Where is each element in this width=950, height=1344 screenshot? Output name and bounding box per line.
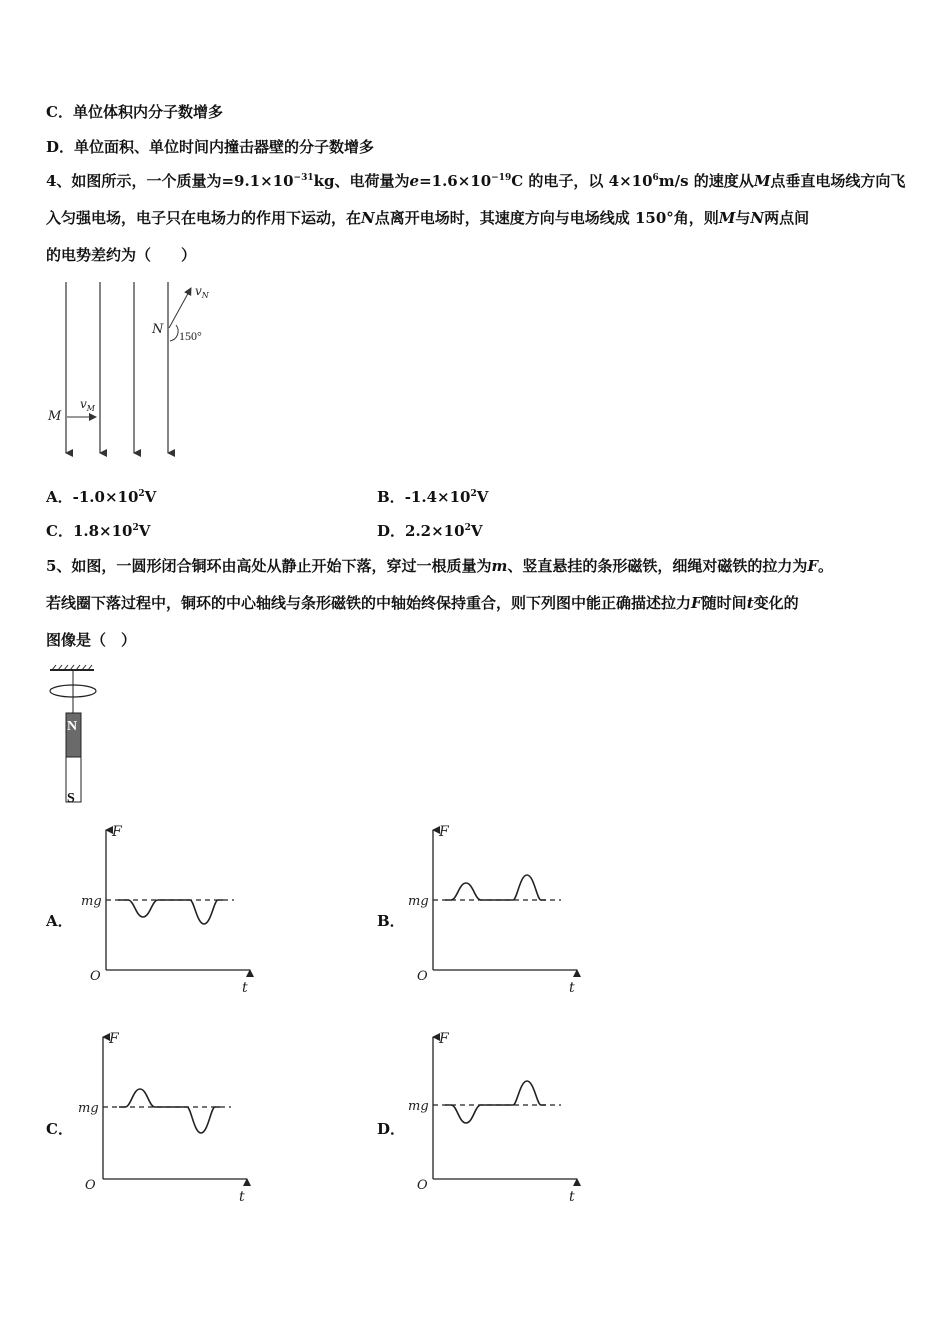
x-label: t (242, 980, 248, 996)
q4-option-d[interactable]: D．$2.2\times 10^2V$ (377, 522, 483, 540)
point-n-label: N (152, 322, 164, 337)
graph-a[interactable] (78, 820, 268, 1000)
graph-d[interactable] (405, 1027, 595, 1207)
q5-option-b-label[interactable]: B． (377, 912, 405, 930)
graph-b[interactable] (405, 820, 595, 1000)
velocity-n-arrow (169, 288, 191, 328)
origin-label: O (417, 1178, 428, 1193)
point-m-label: M (48, 409, 62, 424)
origin-label: O (90, 969, 101, 984)
q5-magnet-figure (46, 664, 106, 804)
q4-stem-line3: 的电势差约为（ ） (46, 246, 197, 264)
q5-option-a-label[interactable]: A． (46, 912, 73, 930)
force-curve (445, 875, 546, 900)
velocity-n-label: $v_N$ (195, 284, 209, 300)
q4-option-b[interactable]: B．$-1.4\times 10^2V$ (377, 488, 489, 506)
q5-stem-line2: 若线圈下落过程中，铜环的中心轴线与条形磁铁的中轴始终保持重合，则下列图中能正确描述拉力F随时间t变化的 (46, 594, 799, 612)
q4-field-figure (40, 278, 230, 463)
mg-label: mg (78, 1101, 99, 1116)
angle-label: 150° (179, 329, 202, 343)
y-label: F (112, 824, 122, 840)
q4-option-c[interactable]: C．$1.8\times 10^2V$ (46, 522, 151, 540)
origin-label: O (417, 969, 428, 984)
y-label: F (439, 824, 449, 840)
force-curve (118, 900, 223, 924)
force-curve (445, 1081, 546, 1123)
mg-label: mg (408, 1099, 429, 1114)
mg-label: mg (81, 894, 102, 909)
q5-stem-line1: 5、如图，一圆形闭合铜环由高处从静止开始下落，穿过一根质量为m、竖直悬挂的条形磁铁，细绳对磁铁的拉力为F。 (46, 557, 834, 575)
x-label: t (569, 1189, 575, 1205)
graph-c[interactable] (75, 1027, 265, 1207)
origin-label: O (85, 1178, 96, 1193)
force-curve (119, 1089, 220, 1133)
magnet-south-label: S (67, 791, 75, 806)
q4-option-a[interactable]: A．$-1.0\times 10^2V$ (46, 488, 157, 506)
magnet-north-label: N (67, 719, 78, 734)
mg-label: mg (408, 894, 429, 909)
q5-option-d-label[interactable]: D． (377, 1120, 406, 1138)
q3-option-d: D．单位面积、单位时间内撞击器壁的分子数增多 (46, 138, 375, 156)
x-label: t (569, 980, 575, 996)
y-label: F (439, 1031, 449, 1047)
q4-stem-line2: 入匀强电场，电子只在电场力的作用下运动，在N点离开电场时，其速度方向与电场线成 150°角，则M与N两点间 (46, 209, 810, 227)
velocity-m-label: $v_M$ (80, 397, 95, 413)
q5-stem-line3: 图像是（ ） (46, 631, 137, 649)
q4-stem-line1: 4、如图所示，一个质量为$=9.1\times 10^{-31}kg$、电荷量为$e=1.6\times 10^{-19}C$ 的电子，以 $4\times 10^6m/s$ 的速度从M点垂直电场线方向飞 (46, 172, 906, 190)
y-label: F (109, 1031, 119, 1047)
angle-arc (170, 325, 178, 341)
x-label: t (239, 1189, 245, 1205)
q3-option-c: C．单位体积内分子数增多 (46, 103, 223, 121)
q5-option-c-label[interactable]: C． (46, 1120, 73, 1138)
